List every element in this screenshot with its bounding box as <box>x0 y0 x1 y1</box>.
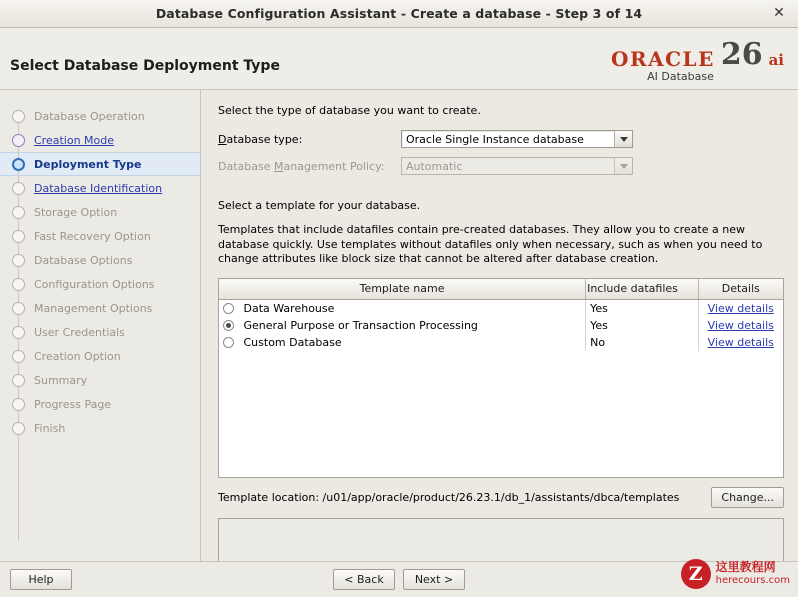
radio-button-icon[interactable] <box>223 303 234 314</box>
sidebar-item-label: Fast Recovery Option <box>34 229 151 243</box>
database-type-row <box>218 130 784 148</box>
sidebar-item-management-options[interactable] <box>0 296 200 320</box>
window-title: Database Configuration Assistant - Create a database - Step 3 of 14 <box>155 6 643 21</box>
oracle-branding <box>611 35 784 83</box>
navigation-buttons <box>0 569 798 590</box>
watermark <box>681 559 790 589</box>
database-type-label: Database type: <box>218 132 303 146</box>
management-policy-value: Automatic <box>406 159 463 173</box>
details-cell[interactable] <box>698 317 783 334</box>
sidebar-item-progress-page[interactable] <box>0 392 200 416</box>
column-header-details[interactable]: Details <box>698 279 783 300</box>
include-datafiles-cell: Yes <box>586 299 698 317</box>
step-sidebar <box>0 90 201 561</box>
include-datafiles-cell: Yes <box>586 317 698 334</box>
brand-subtitle: AI Database <box>647 69 714 83</box>
intro-text: Select the type of database you want to create. <box>218 104 481 117</box>
help-button[interactable]: Help <box>10 569 72 590</box>
step-bullet-icon <box>12 422 25 435</box>
column-header-include-datafiles[interactable]: Include datafiles <box>586 279 698 300</box>
ai-superscript: ai <box>768 50 784 69</box>
template-name-cell[interactable] <box>219 317 586 334</box>
chevron-down-icon <box>614 158 632 174</box>
template-section-label: Select a template for your database. <box>218 199 421 212</box>
table-row[interactable] <box>219 299 783 317</box>
sidebar-item-finish[interactable] <box>0 416 200 440</box>
sidebar-item-label: Management Options <box>34 301 153 315</box>
sidebar-item-label: Creation Option <box>34 349 121 363</box>
table-header-row <box>219 279 783 300</box>
watermark-site-name: 这里教程网 <box>715 560 776 574</box>
page-header <box>0 28 798 90</box>
management-policy-row <box>218 157 784 175</box>
details-cell[interactable] <box>698 299 783 317</box>
view-details-link[interactable]: View details <box>707 318 774 332</box>
sidebar-item-label: Summary <box>34 373 88 387</box>
step-bullet-icon <box>12 398 25 411</box>
sidebar-item-label: Finish <box>34 421 66 435</box>
sidebar-item-label: Deployment Type <box>34 157 142 171</box>
back-button[interactable]: < Back <box>333 569 395 590</box>
sidebar-item-database-operation[interactable] <box>0 104 200 128</box>
step-bullet-icon <box>12 182 25 195</box>
step-bullet-icon <box>12 230 25 243</box>
sidebar-item-database-identification[interactable] <box>0 176 200 200</box>
view-details-link[interactable]: View details <box>707 335 774 349</box>
database-type-value: Oracle Single Instance database <box>406 132 584 146</box>
footer-bar <box>0 561 798 597</box>
sidebar-item-user-credentials[interactable] <box>0 320 200 344</box>
management-policy-label: Database Management Policy: <box>218 159 385 173</box>
sidebar-item-configuration-options[interactable] <box>0 272 200 296</box>
sidebar-item-fast-recovery-option[interactable] <box>0 224 200 248</box>
step-bullet-icon <box>12 134 25 147</box>
sidebar-item-database-options[interactable] <box>0 248 200 272</box>
sidebar-item-label: Storage Option <box>34 205 118 219</box>
next-button[interactable]: Next > <box>403 569 465 590</box>
database-type-select[interactable] <box>401 130 633 148</box>
template-name-cell[interactable] <box>219 299 586 317</box>
sidebar-item-label: Configuration Options <box>34 277 155 291</box>
template-description: Templates that include datafiles contain pre-created databases. They allow you to create a new database quickly. Use templates without datafiles only when necessary, such as when you need to change attributes like block size that cannot be altered after database creation. <box>218 223 763 265</box>
table-row[interactable] <box>219 334 783 351</box>
sidebar-item-label: User Credentials <box>34 325 125 339</box>
sidebar-item-label: Database Identification <box>34 181 163 195</box>
change-location-button[interactable]: Change... <box>711 487 784 508</box>
table-row[interactable] <box>219 317 783 334</box>
include-datafiles-cell: No <box>586 334 698 351</box>
template-name-label: Custom Database <box>243 335 342 349</box>
title-bar <box>0 0 798 28</box>
details-cell[interactable] <box>698 334 783 351</box>
sidebar-item-creation-mode[interactable] <box>0 128 200 152</box>
view-details-link[interactable]: View details <box>707 301 774 315</box>
radio-button-icon[interactable] <box>223 320 234 331</box>
step-bullet-icon <box>12 374 25 387</box>
close-icon[interactable]: ✕ <box>773 5 785 21</box>
version-number: 26 <box>720 36 763 72</box>
step-bullet-icon <box>12 278 25 291</box>
template-table[interactable] <box>218 278 784 478</box>
main-panel <box>201 90 798 561</box>
sidebar-item-label: Progress Page <box>34 397 112 411</box>
template-location-row <box>218 487 784 508</box>
management-policy-select <box>401 157 633 175</box>
sidebar-item-label: Database Options <box>34 253 133 267</box>
step-bullet-icon <box>12 350 25 363</box>
step-bullet-icon <box>12 110 25 123</box>
template-name-cell[interactable] <box>219 334 586 351</box>
template-location-label: Template location: /u01/app/oracle/product/26.23.1/db_1/assistants/dbca/templates <box>218 490 680 504</box>
template-name-label: General Purpose or Transaction Processing <box>243 318 478 332</box>
oracle-wordmark: ORACLE <box>611 46 715 71</box>
column-header-template-name[interactable]: Template name <box>219 279 586 300</box>
sidebar-item-creation-option[interactable] <box>0 344 200 368</box>
watermark-logo-icon: Z <box>681 559 711 589</box>
step-bullet-icon <box>12 302 25 315</box>
step-bullet-icon <box>12 206 25 219</box>
sidebar-item-label: Database Operation <box>34 109 145 123</box>
sidebar-item-summary[interactable] <box>0 368 200 392</box>
step-bullet-icon <box>12 326 25 339</box>
page-title: Select Database Deployment Type <box>10 57 280 74</box>
template-name-label: Data Warehouse <box>243 301 335 315</box>
radio-button-icon[interactable] <box>223 337 234 348</box>
chevron-down-icon[interactable] <box>614 131 632 147</box>
step-bullet-icon <box>12 158 25 171</box>
step-bullet-icon <box>12 254 25 267</box>
window-body <box>0 90 798 561</box>
sidebar-item-label: Creation Mode <box>34 133 115 147</box>
watermark-site-url: herecours.com <box>715 575 790 586</box>
sidebar-item-deployment-type[interactable] <box>0 152 200 176</box>
sidebar-item-storage-option[interactable] <box>0 200 200 224</box>
